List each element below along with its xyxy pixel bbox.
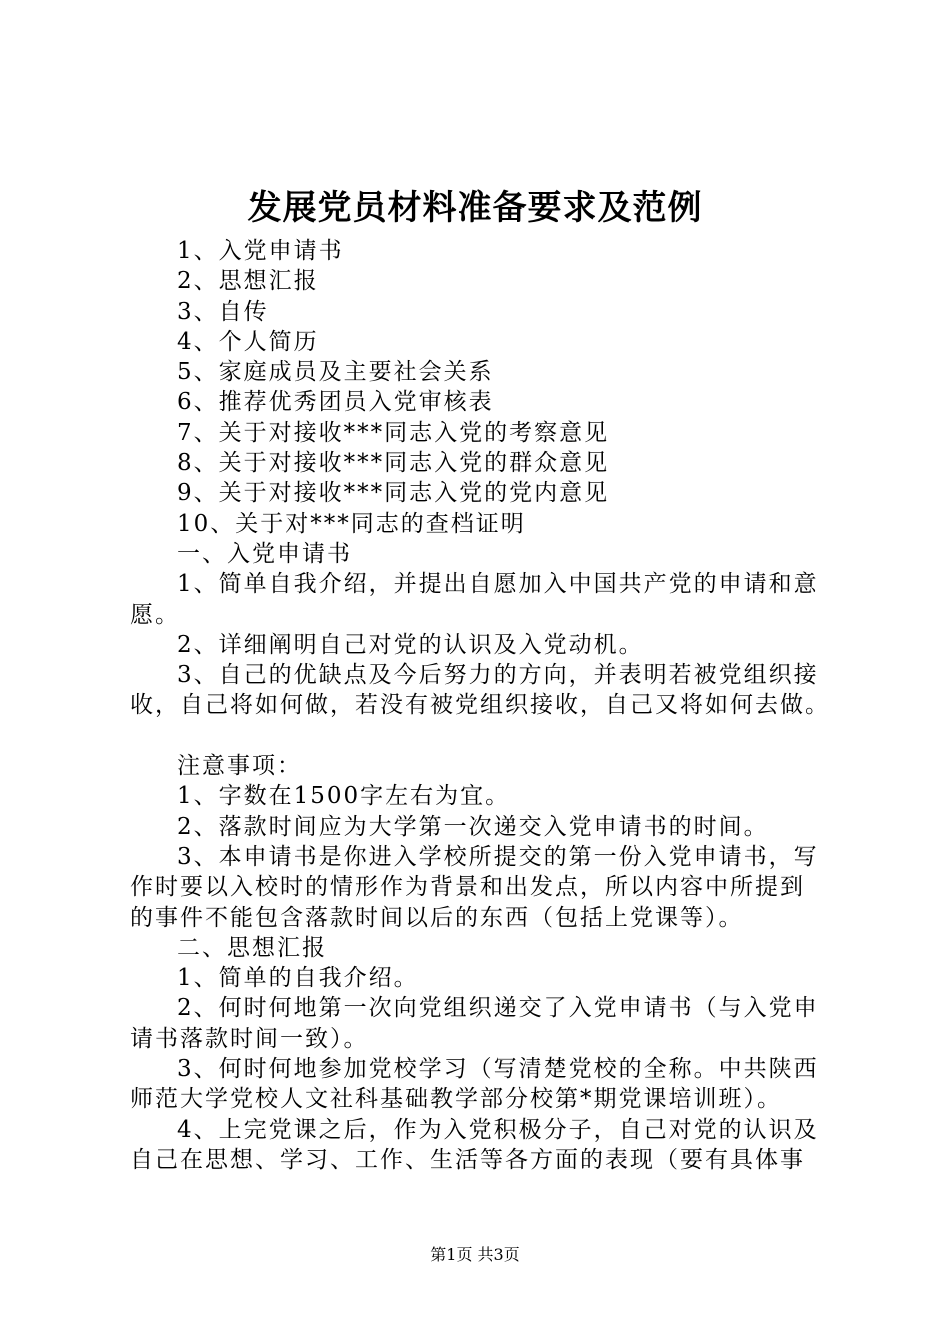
document-body	[130, 236, 835, 1175]
text-line: 3、自己的优缺点及今后努力的方向，并表明若被党组织接	[177, 662, 819, 689]
text-line: 自己在思想、学习、工作、生活等各方面的表现（要有具体事	[130, 1146, 805, 1173]
page-footer: 第1页 共3页	[430, 1245, 520, 1264]
text-line: 2、思想汇报	[177, 268, 319, 295]
text-line: 5、家庭成员及主要社会关系	[177, 359, 494, 386]
text-line: 1、简单自我介绍，并提出自愿加入中国共产党的申请和意	[177, 571, 819, 598]
blank-line	[130, 721, 835, 751]
text-line: 4、上完党课之后，作为入党积极分子，自己对党的认识及	[177, 1116, 819, 1143]
text-line: 7、关于对接收***同志入党的考察意见	[177, 419, 610, 446]
text-line: 请书落款时间一致）。	[130, 1025, 369, 1052]
text-line: 作时要以入校时的情形作为背景和出发点，所以内容中所提到	[130, 874, 805, 901]
text-line: 愿。	[130, 601, 180, 628]
text-line: 8、关于对接收***同志入党的群众意见	[177, 450, 610, 477]
text-line: 2、详细阐明自己对党的认识及入党动机。	[177, 631, 644, 658]
text-line: 10、关于对***同志的查档证明	[177, 510, 526, 537]
text-line: 1、简单的自我介绍。	[177, 965, 419, 992]
text-line: 3、自传	[177, 298, 269, 325]
text-line: 3、本申请书是你进入学校所提交的第一份入党申请书，写	[177, 843, 819, 870]
text-line: 6、推荐优秀团员入党审核表	[177, 389, 494, 416]
text-line: 的事件不能包含落款时间以后的东西（包括上党课等）。	[130, 904, 744, 931]
text-line: 2、何时何地第一次向党组织递交了入党申请书（与入党申	[177, 995, 819, 1022]
text-line: 二、思想汇报	[177, 934, 327, 961]
text-line: 一、入党申请书	[177, 540, 352, 567]
text-line: 3、何时何地参加党校学习（写清楚党校的全称。中共陕西	[177, 1056, 819, 1083]
text-line: 2、落款时间应为大学第一次递交入党申请书的时间。	[177, 813, 769, 840]
text-line: 4、个人简历	[177, 328, 319, 355]
document-title: 发展党员材料准备要求及范例	[247, 188, 703, 228]
text-line: 师范大学党校人文社科基础教学部分校第*期党课培训班）。	[130, 1086, 782, 1113]
text-line: 注意事项：	[177, 753, 302, 780]
text-line: 9、关于对接收***同志入党的党内意见	[177, 480, 610, 507]
text-line: 收，自己将如何做，若没有被党组织接收，自己又将如何去做。	[130, 692, 830, 719]
text-line: 1、字数在1500字左右为宜。	[177, 783, 511, 810]
text-line: 1、入党申请书	[177, 238, 344, 264]
